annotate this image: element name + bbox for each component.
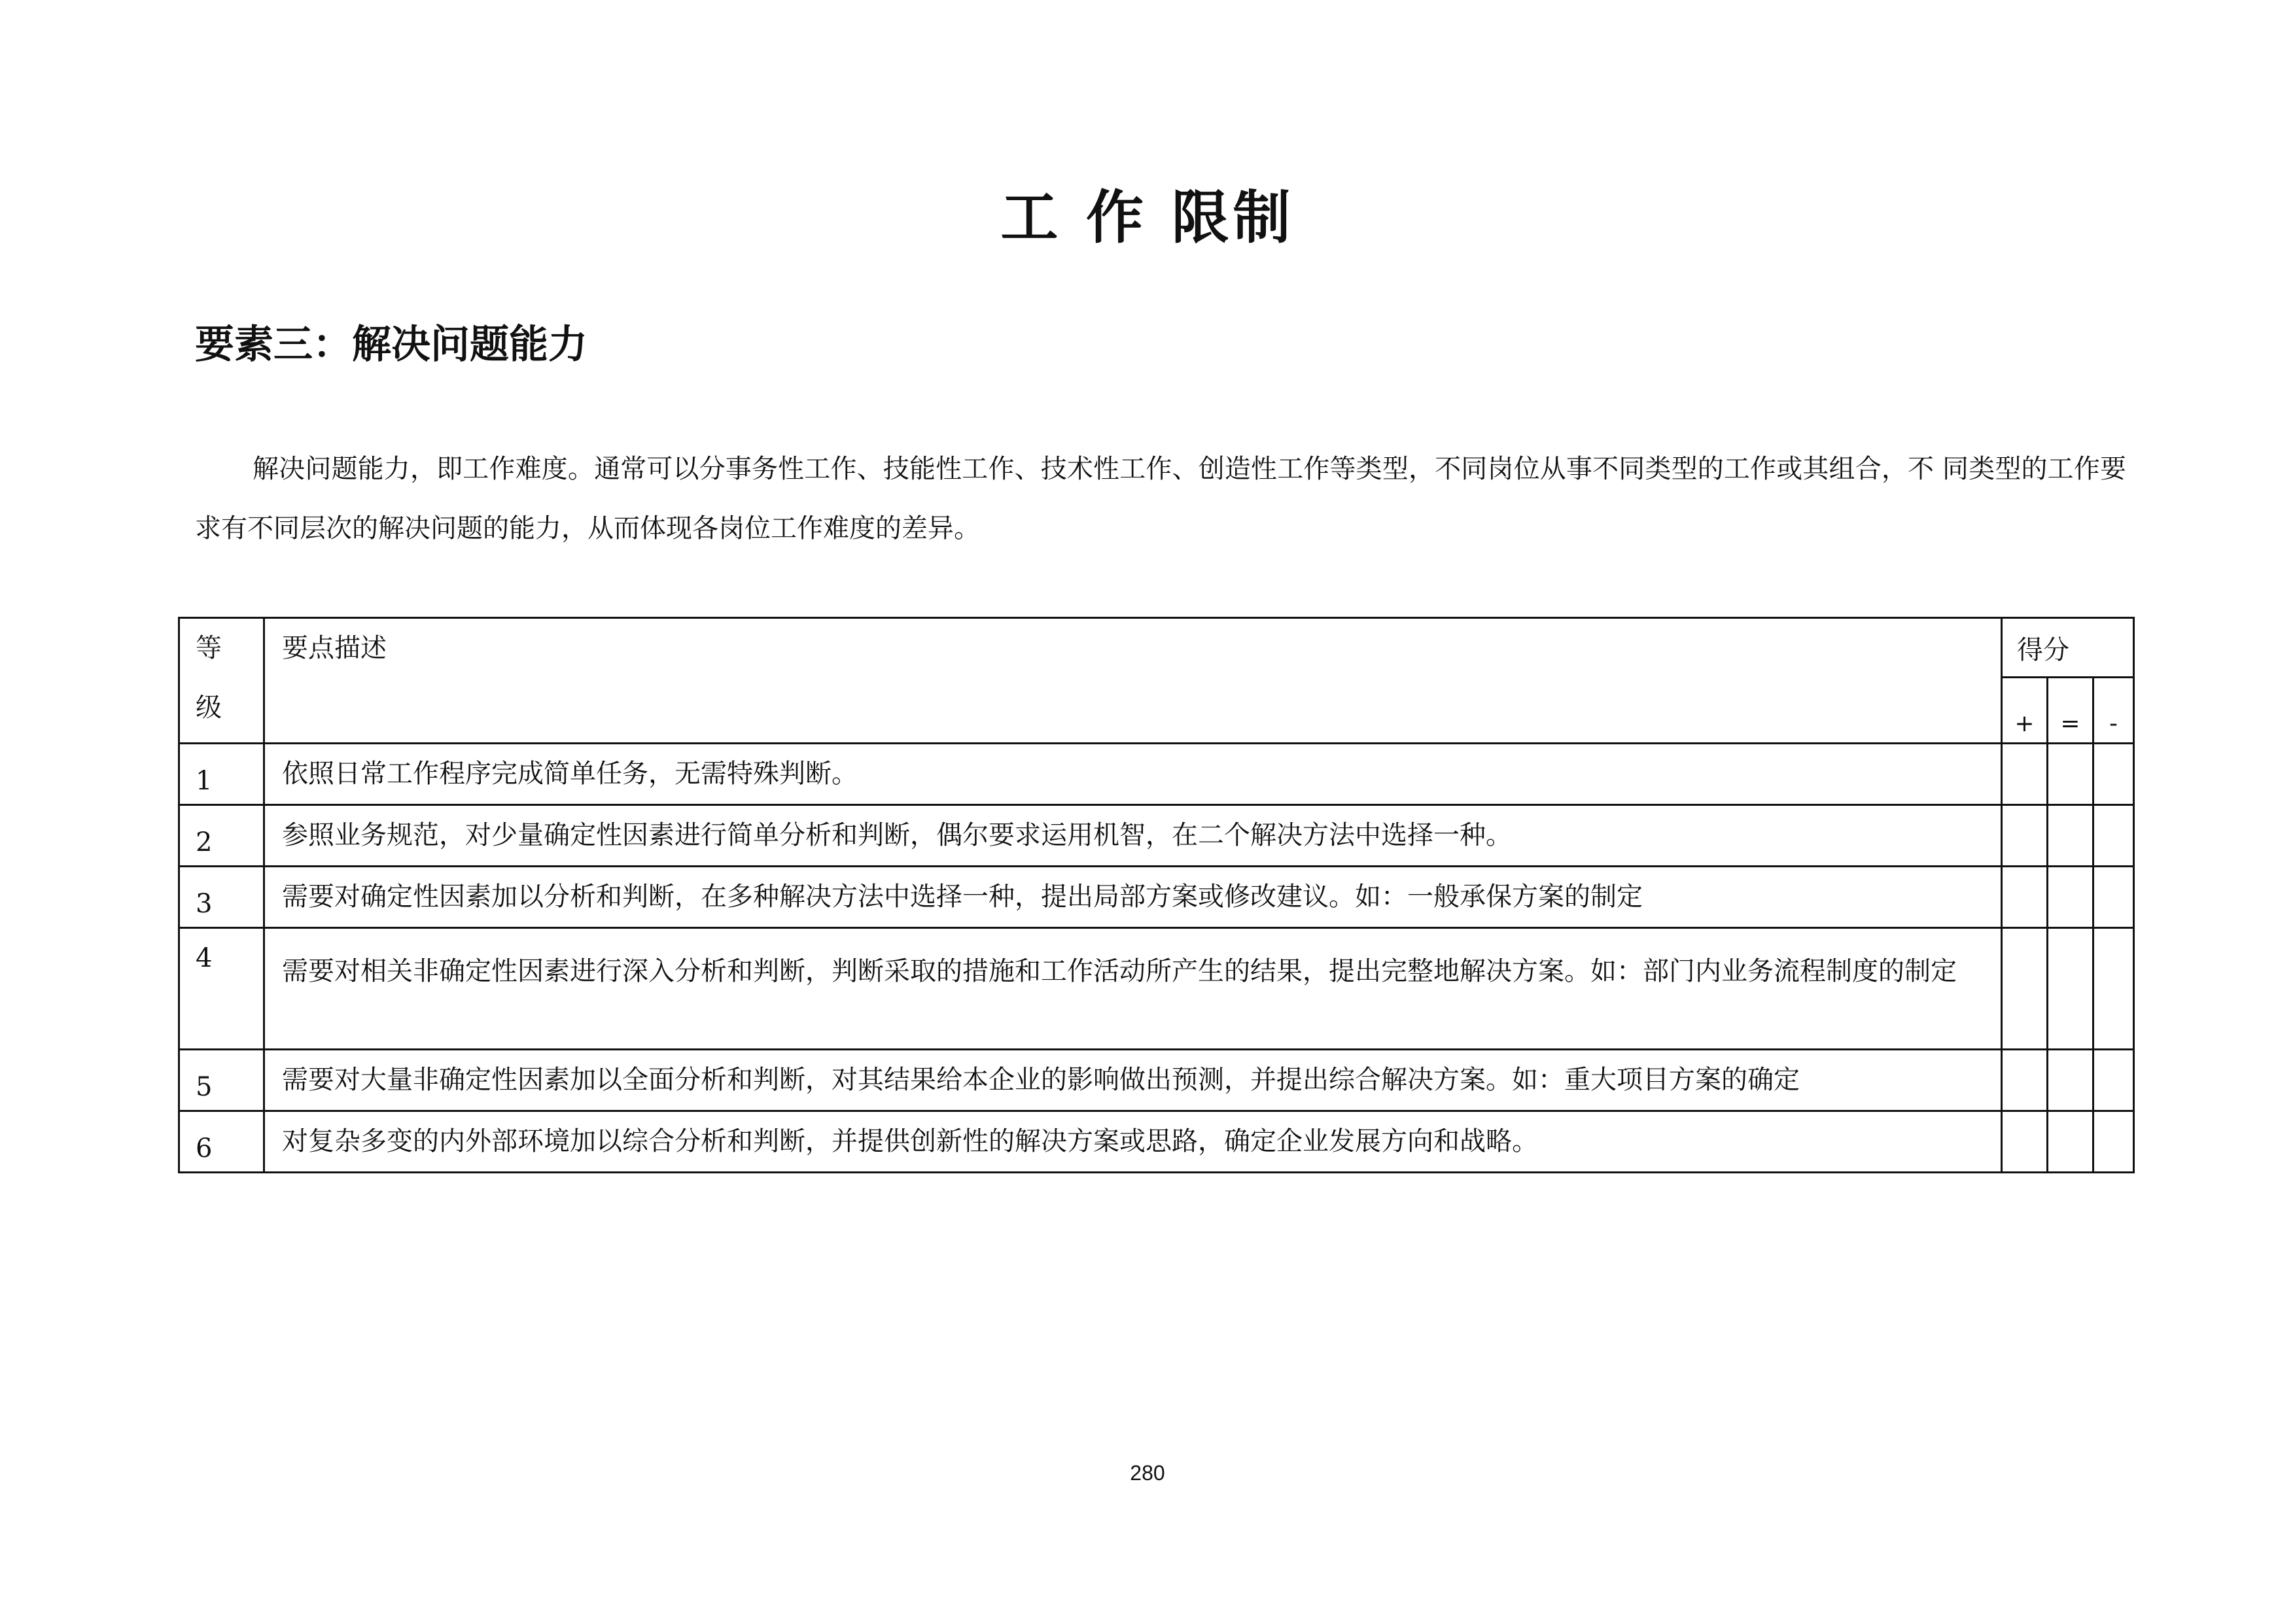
score-equal-cell[interactable] xyxy=(2048,1050,2094,1111)
row-description: 参照业务规范，对少量确定性因素进行简单分析和判断，偶尔要求运用机智，在二个解决方法中选择一种。 xyxy=(264,805,2002,867)
section-heading: 要素三：解决问题能力 xyxy=(195,322,587,368)
table-row xyxy=(179,867,2134,928)
score-plus-cell[interactable] xyxy=(2002,928,2048,1050)
table-row xyxy=(179,744,2134,805)
score-equal-cell[interactable] xyxy=(2048,744,2094,805)
row-level-value: 4 xyxy=(196,943,213,973)
header-plus: + xyxy=(2002,678,2048,744)
header-minus: - xyxy=(2094,678,2134,744)
row-description: 对复杂多变的内外部环境加以综合分析和判断，并提供创新性的解决方案或思路，确定企业发展方向和战略。 xyxy=(264,1111,2002,1173)
score-plus-cell[interactable] xyxy=(2002,1111,2048,1173)
header-level xyxy=(179,618,264,744)
score-equal-cell[interactable] xyxy=(2048,928,2094,1050)
score-minus-cell[interactable] xyxy=(2094,805,2134,867)
grade-table xyxy=(178,617,2135,1173)
row-level: 6 xyxy=(179,1111,264,1173)
score-plus-cell[interactable] xyxy=(2002,744,2048,805)
page-title: 工 作 限制 xyxy=(1000,184,1295,251)
table-row xyxy=(179,928,2134,1050)
table-header-row xyxy=(179,618,2134,678)
row-level: 1 xyxy=(179,744,264,805)
row-description: 需要对大量非确定性因素加以全面分析和判断，对其结果给本企业的影响做出预测，并提出综合解决方案。如：重大项目方案的确定 xyxy=(264,1050,2002,1111)
header-description: 要点描述 xyxy=(264,618,2002,744)
score-minus-cell[interactable] xyxy=(2094,867,2134,928)
row-description: 依照日常工作程序完成简单任务，无需特殊判断。 xyxy=(264,744,2002,805)
row-level xyxy=(179,928,264,1050)
score-plus-cell[interactable] xyxy=(2002,1050,2048,1111)
score-minus-cell[interactable] xyxy=(2094,744,2134,805)
header-level-line1: 等 xyxy=(196,633,222,663)
score-minus-cell[interactable] xyxy=(2094,1050,2134,1111)
page-number: 280 xyxy=(1130,1461,1165,1485)
score-equal-cell[interactable] xyxy=(2048,867,2094,928)
header-equal: = xyxy=(2048,678,2094,744)
row-description: 需要对相关非确定性因素进行深入分析和判断，判断采取的措施和工作活动所产生的结果，提出完整地解决方案。如：部门内业务流程制度的制定 xyxy=(264,928,2002,1050)
header-score: 得分 xyxy=(2002,618,2134,678)
table-row xyxy=(179,805,2134,867)
row-level: 2 xyxy=(179,805,264,867)
table-row xyxy=(179,1050,2134,1111)
score-minus-cell[interactable] xyxy=(2094,928,2134,1050)
row-description: 需要对确定性因素加以分析和判断，在多种解决方法中选择一种，提出局部方案或修改建议。如：一般承保方案的制定 xyxy=(264,867,2002,928)
score-plus-cell[interactable] xyxy=(2002,867,2048,928)
row-level: 5 xyxy=(179,1050,264,1111)
score-equal-cell[interactable] xyxy=(2048,1111,2094,1173)
row-level: 3 xyxy=(179,867,264,928)
table-row xyxy=(179,1111,2134,1173)
score-equal-cell[interactable] xyxy=(2048,805,2094,867)
score-minus-cell[interactable] xyxy=(2094,1111,2134,1173)
header-level-line2: 级 xyxy=(196,693,222,723)
score-plus-cell[interactable] xyxy=(2002,805,2048,867)
intro-paragraph: 解决问题能力，即工作难度。通常可以分事务性工作、技能性工作、技术性工作、创造性工作等类型，不同岗位从事不同类型的工作或其组合，不 同类型的工作要求有不同层次的解决问题的能力，从而体现各岗位工作难度的差异。 xyxy=(195,454,2126,544)
